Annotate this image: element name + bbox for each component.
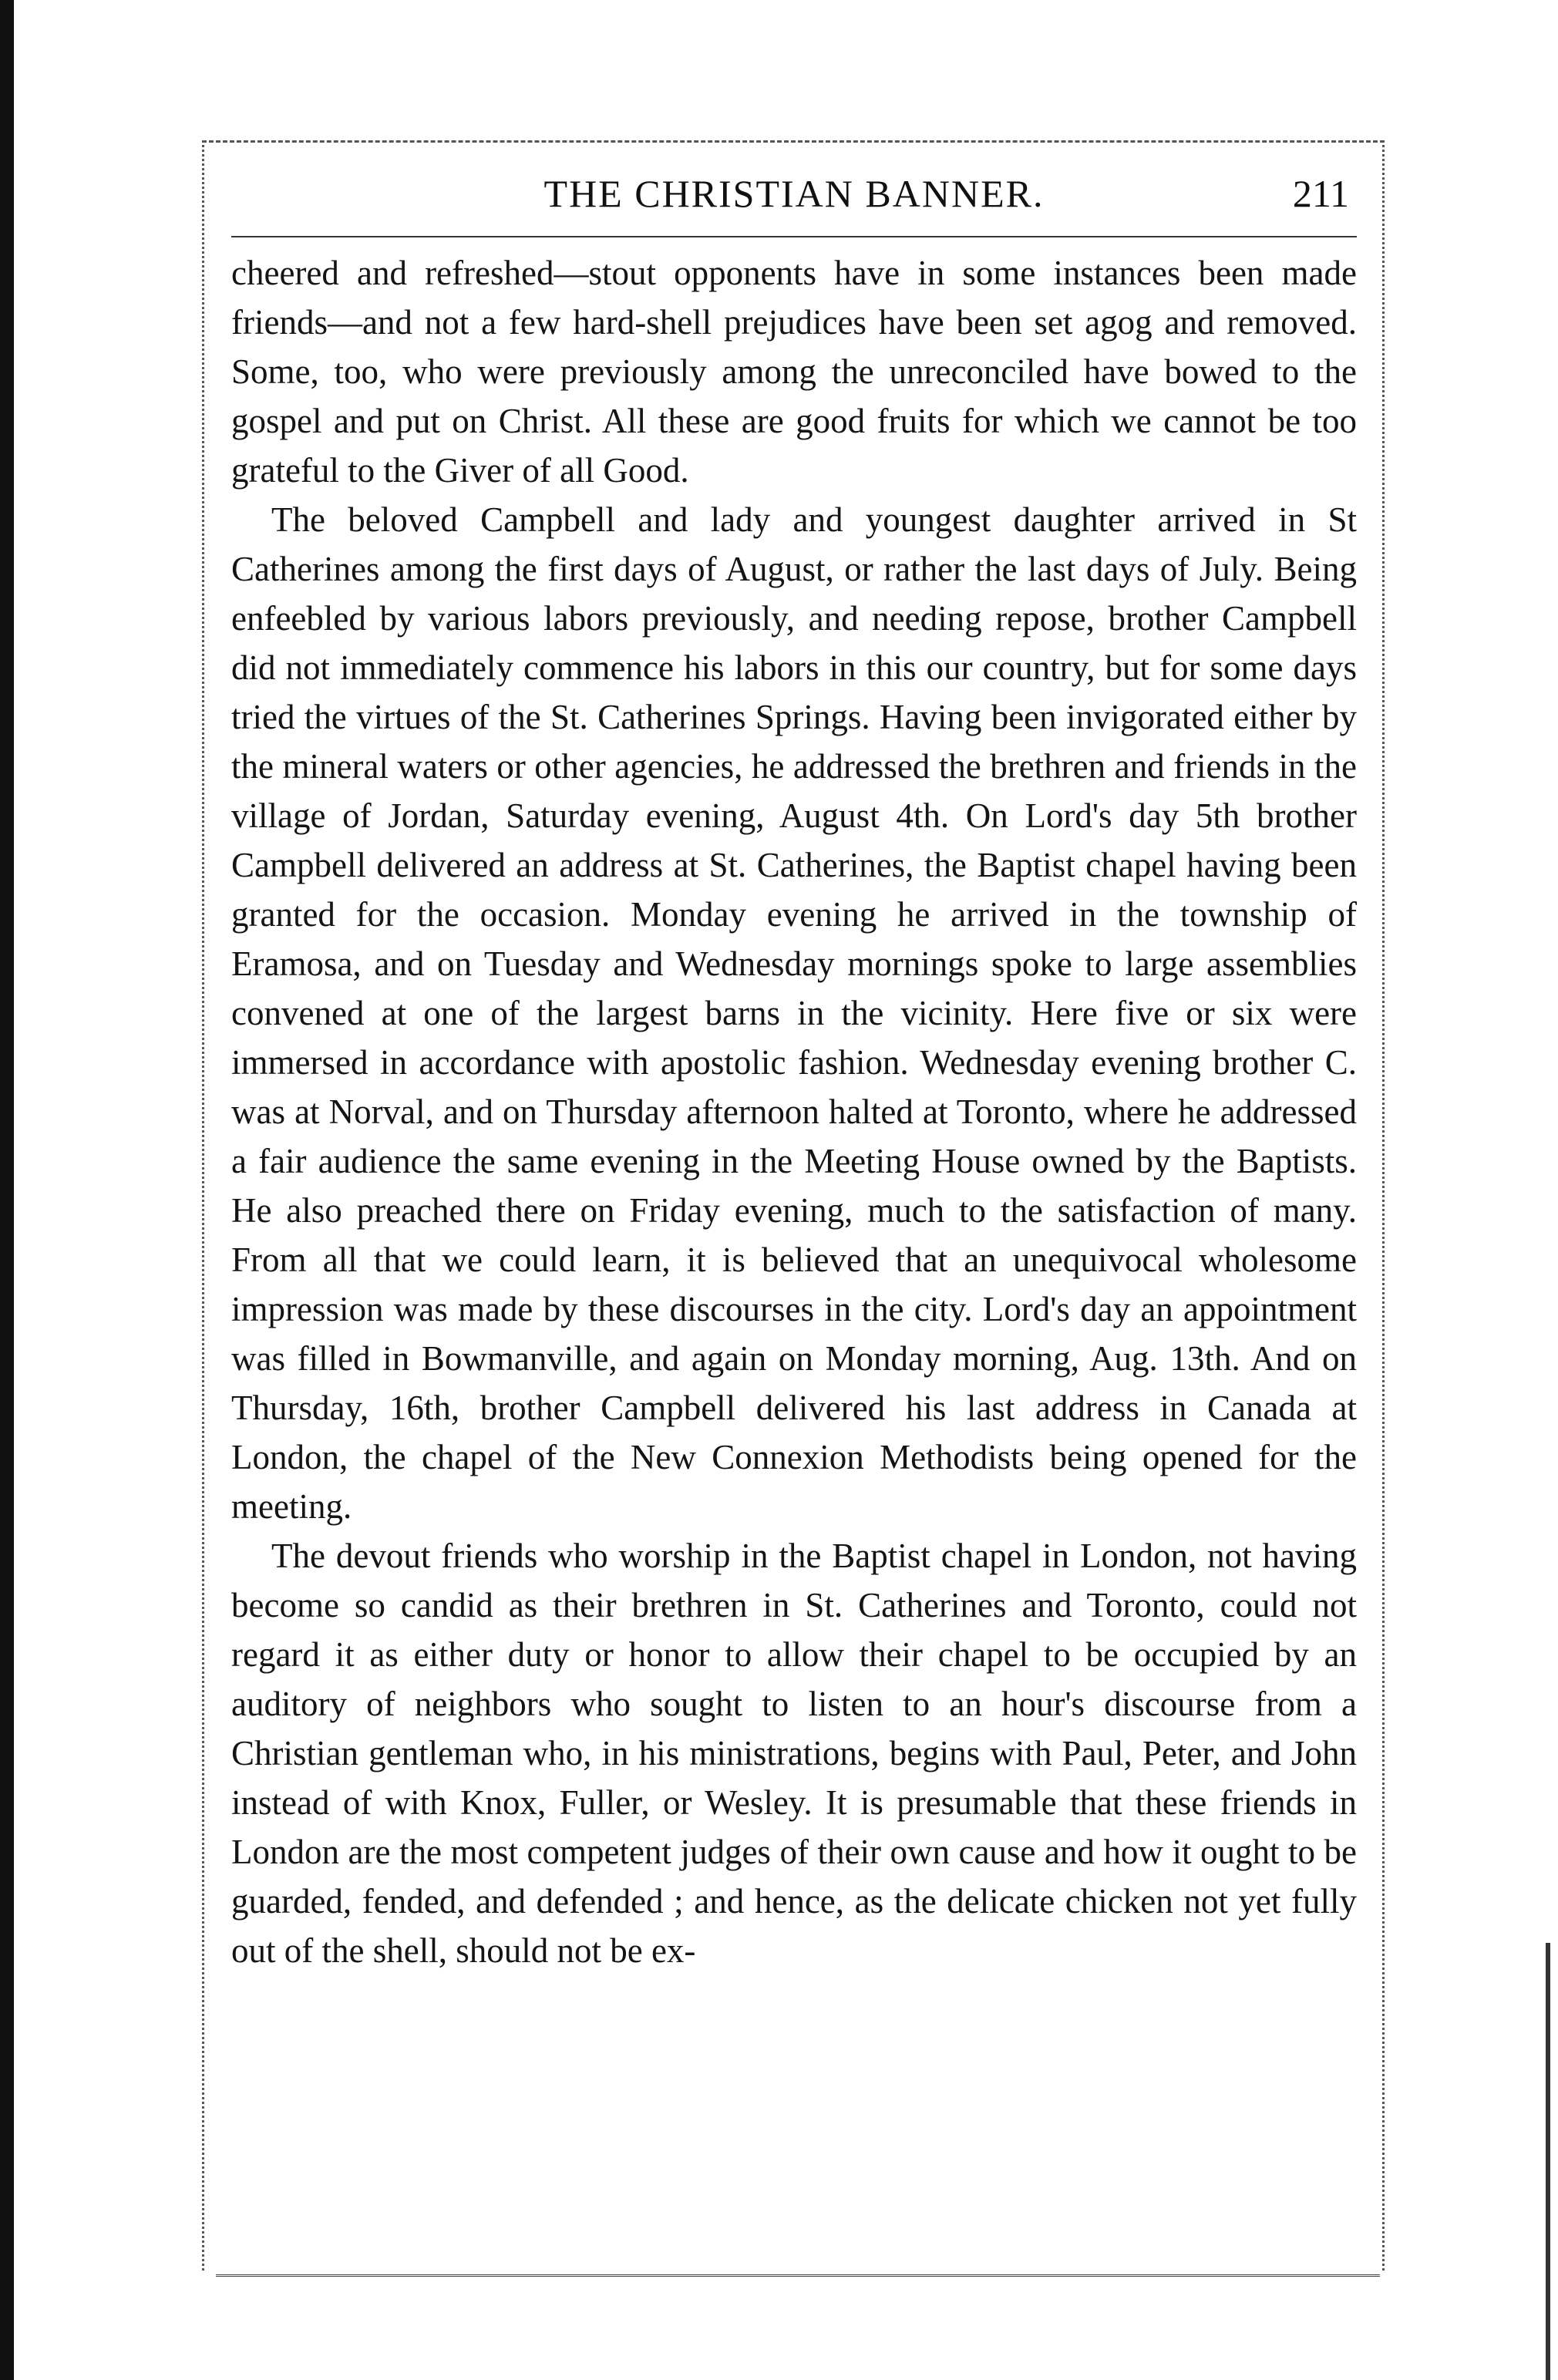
document-page [231, 162, 1357, 2259]
page-right-edge-shadow [1546, 1943, 1550, 2380]
running-title: THE CHRISTIAN BANNER. [543, 172, 1045, 215]
page-binding-edge [0, 0, 14, 2380]
paragraph-continuation: cheered and refreshed—stout opponents have in some instances been made friends—and not a few hard-shell prejudices have been set agog and removed. Some, too, who were previously among the unreconciled have bowed to the gospel and put on Christ. All these are good fruits for which we cannot be too grateful to the Giver of all Good. [231, 254, 1357, 490]
paragraph-london-chapel: The devout friends who worship in the Baptist chapel in London, not having become so candid as their brethren in St. Catherines and Toronto, could not regard it as either duty or honor to allow their chapel to be occupied by an auditory of neighbors who sought to listen to an hour's discourse from a Christian gentleman who, in his ministrations, begins with Paul, Peter, and John instead of with Knox, Fuller, or Wesley. It is presumable that these friends in London are the most competent judges of their own cause and how it ought to be guarded, fended, and defended ; and hence, as the delicate chicken not yet fully out of the shell, should not be ex- [231, 1537, 1357, 1970]
bottom-rule [216, 2274, 1380, 2277]
body-text [231, 237, 1357, 1975]
page-header [231, 162, 1357, 237]
page-number: 211 [1292, 172, 1349, 215]
paragraph-campbell-visit: The beloved Campbell and lady and youngest daughter arrived in St Catherines among the first days of August, or rather the last days of July. Being enfeebled by various labors previously, and needing repose, brother Campbell did not immediately commence his labors in this our country, but for some days tried the virtues of the St. Catherines Springs. Having been invigorated either by the mineral waters or other agencies, he addressed the brethren and friends in the village of Jordan, Saturday evening, August 4th. On Lord's day 5th brother Campbell delivered an address at St. Catherines, the Baptist chapel having been granted for the occasion. Monday evening he arrived in the township of Eramosa, and on Tuesday and Wednesday mornings spoke to large assemblies convened at one of the largest barns in the vicinity. Here five or six were immersed in accordance with apostolic fashion. Wednesday evening brother C. was at Norval, and on Thursday afternoon halted at Toronto, where he addressed a fair audience the same evening in the Meeting House owned by the Baptists. He also preached there on Friday evening, much to the satisfaction of many. From all that we could learn, it is believed that an unequivocal wholesome impression was made by these discourses in the city. Lord's day an appointment was filled in Bowmanville, and again on Monday morning, Aug. 13th. And on Thursday, 16th, brother Campbell delivered his last address in Canada at London, the chapel of the New Connexion Methodists being opened for the meeting. [231, 500, 1357, 1526]
